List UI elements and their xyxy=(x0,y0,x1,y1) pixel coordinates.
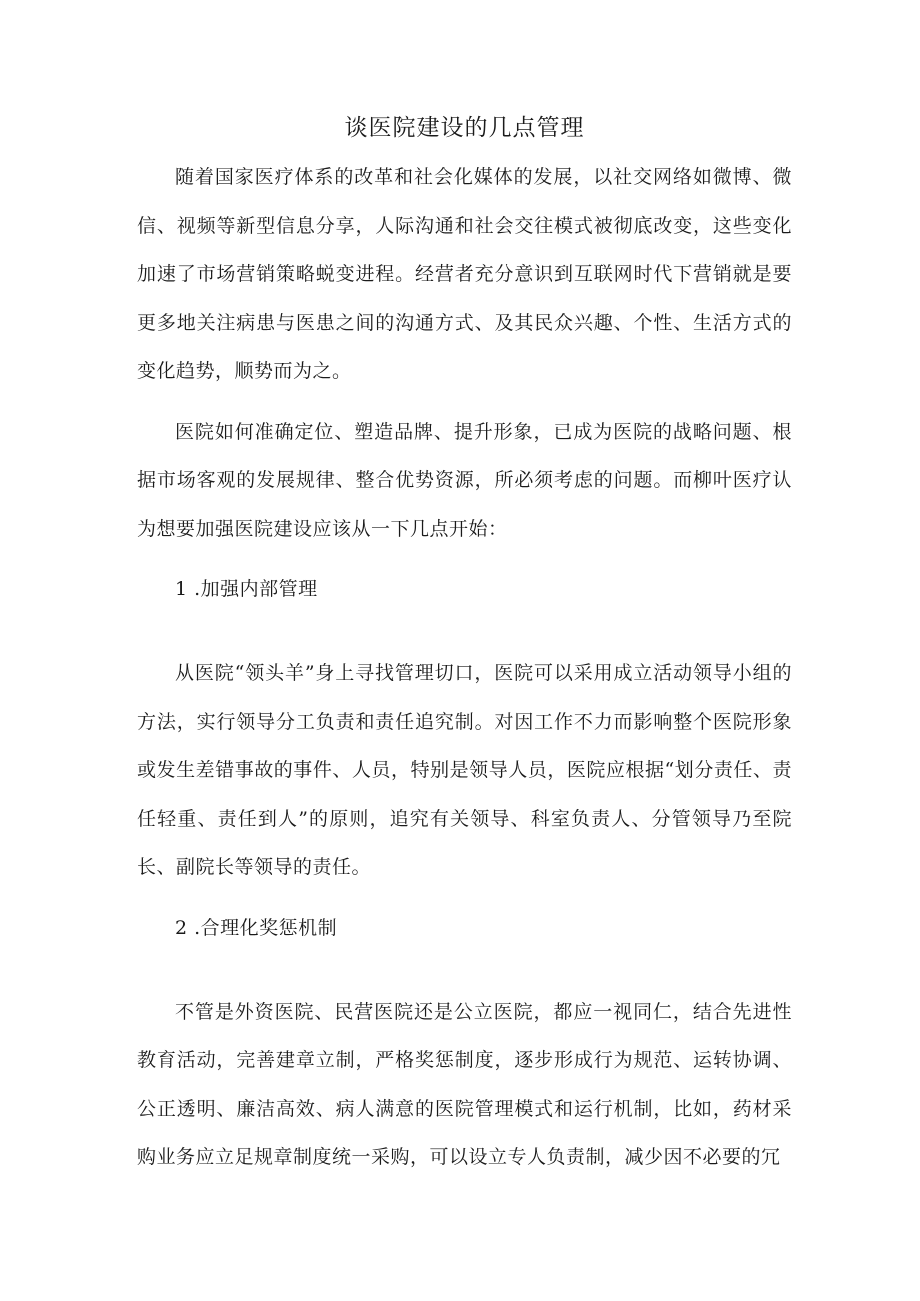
section-heading-2: 2 .合理化奖惩机制 xyxy=(175,916,338,939)
document-title: 谈医院建设的几点管理 xyxy=(344,115,585,141)
document-page xyxy=(137,105,792,1194)
paragraph-section1: 从医院“领头羊”身上寻找管理切口，医院可以采用成立活动领导小组的方法，实行领导分工负责和责任追究制。对因工作不力而影响整个医院形象或发生差错事故的事件、人员，特别是领导人员，医院应根据“划分责任、责任轻重、责任到人”的原则，追究有关领导、科室负责人、分管领导乃至院长、副院长等领导的责任。 xyxy=(137,662,792,878)
paragraph-section2: 不管是外资医院、民营医院还是公立医院，都应一视同仁，结合先进性教育活动，完善建章立制，严格奖惩制度，逐步形成行为规范、运转协调、公正透明、廉洁高效、病人满意的医院管理模式和运行机制，比如，药材采购业务应立足规章制度统一采购，可以设立专人负责制，减少因不必要的冗 xyxy=(137,1000,792,1168)
section-heading-1: 1 .加强内部管理 xyxy=(175,578,318,600)
paragraph-intro: 随着国家医疗体系的改革和社会化媒体的发展，以社交网络如微博、微信、视频等新型信息分享，人际沟通和社会交往模式被彻底改变，这些变化加速了市场营销策略蜕变进程。经营者充分意识到互联网时代下营销就是要更多地关注病患与医患之间的沟通方式、及其民众兴趣、个性、生活方式的变化趋势，顺势而为之。 xyxy=(137,166,792,382)
paragraph-positioning: 医院如何准确定位、塑造品牌、提升形象，已成为医院的战略问题、根据市场客观的发展规律、整合优势资源，所必须考虑的问题。而柳叶医疗认为想要加强医院建设应该从一下几点开始： xyxy=(137,420,792,540)
